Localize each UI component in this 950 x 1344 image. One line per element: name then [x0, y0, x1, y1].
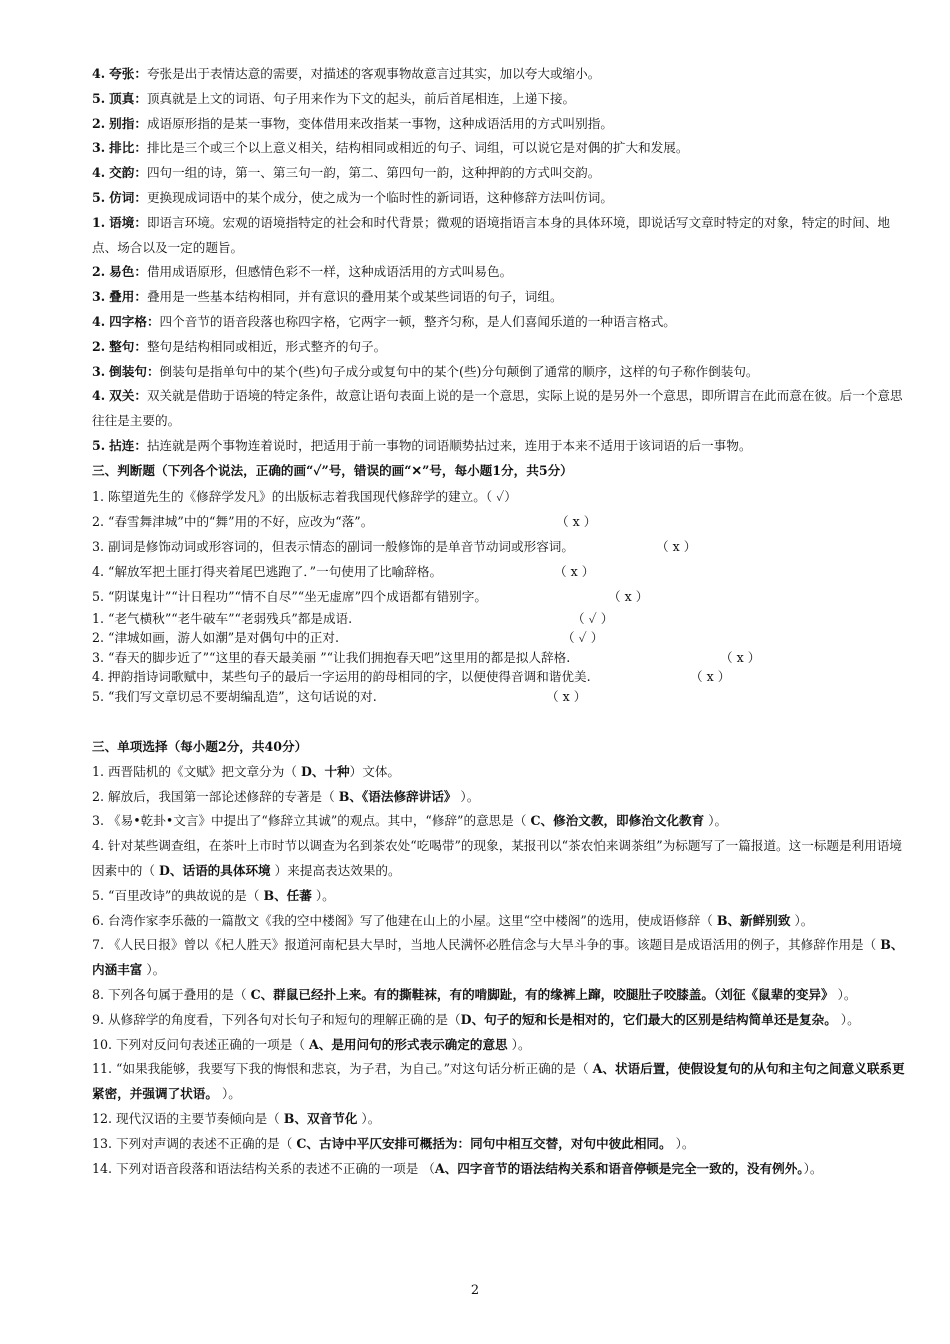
choice-question [92, 1132, 908, 1157]
term-number: 4. [92, 388, 106, 404]
judge-item [92, 534, 908, 559]
choice-question [92, 983, 908, 1008]
page-number: 2 [470, 1283, 480, 1298]
question-close: ）来提高表达效果的。 [270, 863, 401, 879]
term-definition [92, 87, 908, 112]
question-close: ）。 [704, 813, 728, 829]
question-answer: A、状语后置，使假设复句的从句和主句之间意义联系更紧密，并强调了状语。 [92, 1061, 905, 1102]
choice-section [92, 760, 908, 1182]
question-text: 13. 下列对声调的表述不正确的是（ [92, 1135, 297, 1151]
term-label: 倒装句： [109, 363, 160, 379]
judge-answer-mark: （ ✓ ） [572, 610, 614, 626]
term-label: 拈连： [109, 437, 147, 453]
question-answer: D、十种 [300, 763, 350, 779]
term-label: 排比： [109, 140, 147, 156]
question-answer: D、句子的短和长是相对的，它们最大的区别是结构简单还是复杂。 [460, 1011, 837, 1027]
term-definition [92, 161, 908, 186]
question-close: ）文体。 [349, 763, 401, 779]
judge-text: 2. “津城如画，游人如潮”是对偶句中的正对. [92, 630, 339, 646]
term-label: 别指： [109, 115, 147, 131]
question-text: 11. “如果我能够，我要写下我的悔恨和悲哀，为子君，为自己。”对这句话分析正确的是（ [92, 1061, 593, 1077]
judge-item [92, 667, 908, 687]
term-number: 5. [92, 90, 106, 106]
question-text: 9. 从修辞学的角度看，下列各句对长句子和短句的理解正确的是（ [92, 1011, 461, 1027]
term-number: 2. [92, 264, 106, 280]
term-number: 2. [92, 338, 106, 354]
question-answer: B、新鲜别致 [716, 912, 791, 928]
judge-item [92, 687, 908, 707]
term-label: 交韵： [109, 165, 147, 181]
term-number: 5. [92, 189, 106, 205]
question-text: 14. 下列对语音段落和语法结构关系的表述不正确的一项是 （ [92, 1160, 435, 1176]
question-close: ）。 [507, 1036, 531, 1052]
judge-item [92, 584, 908, 609]
term-definition [92, 360, 908, 385]
question-answer: A、是用问句的形式表示确定的意思 [308, 1036, 508, 1052]
question-close: ）。 [456, 788, 480, 804]
term-number: 3. [92, 140, 106, 156]
term-number: 3. [92, 363, 106, 379]
term-text: 四个音节的语音段落也称四字格，它两字一顿，整齐匀称，是人们喜闻乐道的一种语言格式。 [159, 313, 676, 329]
term-text: 拈连就是两个事物连着说时，把适用于前一事物的词语顺势拈过来，连用于本来不适用于该词语的后一事物。 [146, 437, 752, 453]
term-label: 易色： [109, 264, 147, 280]
term-number: 5. [92, 437, 106, 453]
term-label: 仿词： [109, 189, 147, 205]
question-close: ）。 [833, 987, 857, 1003]
judge-section-title: 三、判断题（下列各个说法，正确的画“✓”号，错误的画“✕”号，每小题1分，共5分） [92, 462, 573, 478]
question-text: 7. 《人民日报》曾以《杞人胜天》报道河南杞县大旱时，当地人民满怀必胜信念与大旱斗争的事。该题目是成语活用的例子，其修辞作用是（ [92, 937, 881, 953]
judge-item [92, 628, 908, 648]
term-definition [92, 335, 908, 360]
term-text: 倒装句是指单句中的某个(些)句子成分或复句中的某个(些)分句颠倒了通常的顺序，这样的句子称作倒装句。 [159, 363, 759, 379]
choice-question [92, 884, 908, 909]
question-answer: B、《语法修辞讲话》 [338, 788, 457, 804]
choice-question [92, 1008, 908, 1033]
term-text: 顶真就是上文的词语、句子用来作为下文的起头，前后首尾相连，上递下接。 [146, 90, 576, 106]
judge-item [92, 484, 908, 509]
term-text: 借用成语原形，但感情色彩不一样，这种成语活用的方式叫易色。 [146, 264, 513, 280]
term-label: 整句： [109, 338, 147, 354]
question-answer: D、话语的具体环境 [158, 863, 271, 879]
question-text: 12. 现代汉语的主要节奏倾向是（ [92, 1111, 284, 1126]
judge-text: 5. “阴谋鬼计”“计日程功”“情不自尽”“坐无虚席”四个成语都有错别字。 [92, 588, 487, 604]
question-answer: C、修治文教，即修治文化教育 [530, 813, 705, 829]
judge-answer-mark: （ x ） [656, 538, 697, 554]
term-definition [92, 211, 908, 261]
term-text: 四句一组的诗，第一、第三句一韵，第二、第四句一韵，这种押韵的方式叫交韵。 [146, 165, 601, 181]
term-number: 4. [92, 165, 106, 181]
question-text: 6. 台湾作家李乐薇的一篇散文《我的空中楼阁》写了他建在山上的小屋。这里“空中楼阁”的选用，使成语修辞（ [92, 912, 717, 928]
question-close: ）。 [671, 1135, 695, 1151]
term-definition [92, 285, 908, 310]
term-text: 叠用是一些基本结构相同，并有意识的叠用某个或某些词语的句子，词组。 [146, 289, 563, 305]
question-close: ）。 [217, 1086, 241, 1102]
term-text: 夸张是出于表情达意的需要，对描述的客观事物故意言过其实，加以夸大或缩小。 [146, 66, 601, 81]
term-definition [92, 384, 908, 434]
question-text: 1. 西晋陆机的《文赋》把文章分为（ [92, 763, 301, 779]
judge-text: 1. “老气横秋”“老牛破车”“老弱残兵”都是成语. [92, 610, 353, 626]
choice-question [92, 1107, 908, 1132]
judge-text: 5. “我们写文章切忌不要胡编乱造”，这句话说的对. [92, 688, 377, 704]
judge-answer-mark: （ x ） [608, 588, 649, 604]
term-label: 叠用： [109, 289, 147, 305]
question-close: ）。 [836, 1011, 860, 1027]
term-label: 夸张： [109, 66, 147, 81]
question-text: 3. 《易•乾卦•文言》中提出了“修辞立其诚”的观点。其中，“修辞”的意思是（ [92, 813, 531, 829]
question-close: ）。 [790, 912, 814, 928]
term-number: 1. [92, 214, 106, 230]
term-text: 成语原形指的是某一事物，变体借用来改指某一事物，这种成语活用的方式叫别指。 [146, 115, 613, 131]
term-label: 双关： [109, 388, 147, 404]
term-definition [92, 136, 908, 161]
term-definition [92, 186, 908, 211]
document-page [92, 62, 908, 1181]
choice-question [92, 909, 908, 934]
judge-item [92, 609, 908, 629]
question-text: 2. 解放后，我国第一部论述修辞的专著是（ [92, 788, 339, 804]
term-definition [92, 112, 908, 137]
judge-answer-mark: （ x ） [546, 688, 587, 704]
judge-item [92, 648, 908, 668]
question-answer: B、任蕃 [263, 887, 312, 903]
question-answer: C、古诗中平仄安排可概括为：同句中相互交替，对句中彼此相同。 [296, 1135, 672, 1151]
judge-text: 3. 副词是修饰动词或形容词的，但表示情态的副词一般修饰的是单音节动词或形容词。 [92, 538, 574, 554]
question-answer: A、四字音节的语法结构关系和语音停顿是完全一致的，没有例外。 [434, 1160, 804, 1176]
terms-section [92, 62, 908, 459]
question-answer: C、群鼠已经扑上来。有的撕鞋袜，有的啃脚趾，有的缘裤上蹿，咬腿肚子咬膝盖。（刘征《鼠辈的变异》 [250, 987, 834, 1003]
choice-question [92, 1057, 908, 1107]
term-number: 4. [92, 66, 106, 81]
question-text: 10. 下列对反问句表述正确的一项是（ [92, 1036, 309, 1052]
choice-question [92, 1157, 908, 1182]
question-close: ）。 [357, 1111, 381, 1126]
question-text: 5. “百里改诗”的典故说的是（ [92, 887, 264, 903]
judge-answer-mark: （ x ） [554, 563, 595, 579]
question-text: 8. 下列各句属于叠用的是（ [92, 987, 251, 1003]
question-text: 4. 针对某些调查组，在茶叶上市时节以调查为名到茶农处“吃喝带”的现象，某报刊以“茶农怕来调茶组”为标题写了一篇报道。这一标题是利用语境因素中的（ [92, 838, 902, 879]
judge-text: 1. 陈望道先生的《修辞学发凡》的出版标志着我国现代修辞学的建立。（ ✓） [92, 488, 517, 504]
term-definition [92, 260, 908, 285]
question-close: ）。 [142, 962, 166, 978]
judge-text: 4. “解放军把土匪打得夹着尾巴逃跑了．”一句使用了比喻辞格。 [92, 563, 443, 579]
term-definition [92, 434, 908, 459]
term-text: 整句是结构相同或相近，形式整齐的句子。 [146, 338, 387, 354]
question-answer: B、双音节化 [283, 1111, 358, 1126]
judge-answer-mark: （ ✓ ） [562, 630, 604, 646]
term-definition [92, 62, 908, 87]
choice-section-title: 三、单项选择（每小题2分，共40分） [92, 739, 308, 755]
term-number: 2. [92, 115, 106, 131]
choice-question [92, 1033, 908, 1058]
judge-answer-mark: （ x ） [690, 669, 731, 685]
judge-item [92, 509, 908, 534]
judge-text: 4. 押韵指诗词歌赋中，某些句子的最后一字运用的韵母相同的字，以便使得音调和谐优美. [92, 669, 591, 685]
term-text: 更换现成词语中的某个成分，使之成为一个临时性的新词语，这种修辞方法叫仿词。 [146, 189, 613, 205]
choice-question [92, 933, 908, 983]
term-number: 3. [92, 289, 106, 305]
judge-answer-mark: （ x ） [556, 513, 597, 529]
judge-item [92, 559, 908, 584]
judge-section [92, 484, 908, 707]
term-label: 语境： [109, 214, 147, 230]
question-close: ）。 [803, 1160, 823, 1176]
term-label: 四字格： [109, 313, 160, 329]
judge-answer-mark: （ x ） [720, 649, 761, 665]
choice-question [92, 785, 908, 810]
choice-question [92, 809, 908, 834]
judge-text: 3. “春天的脚步近了”“这里的春天最美丽 ”“让我们拥抱春天吧”这里用的都是拟人辞格. [92, 649, 571, 665]
term-definition [92, 310, 908, 335]
term-text: 双关就是借助于语境的特定条件，故意让语句表面上说的是一个意思，实际上说的是另外一个意思，即所谓言在此而意在彼。后一个意思往往是主要的。 [92, 388, 903, 429]
judge-text: 2. “春雪舞津城”中的“舞”用的不好，应改为“落”。 [92, 513, 374, 529]
term-text: 即语言环境。宏观的语境指特定的社会和时代背景；微观的语境指语言本身的具体环境，即说话写文章时特定的对象，特定的时间、地点、场合以及一定的题旨。 [92, 214, 890, 255]
question-close: ）。 [311, 887, 335, 903]
question-answer: B、内涵丰富 [92, 937, 904, 978]
term-number: 4. [92, 313, 106, 329]
term-label: 顶真： [109, 90, 147, 106]
term-text: 排比是三个或三个以上意义相关，结构相同或相近的句子、词组，可以说它是对偶的扩大和发展。 [146, 140, 689, 156]
choice-question [92, 834, 908, 884]
choice-question [92, 760, 908, 785]
